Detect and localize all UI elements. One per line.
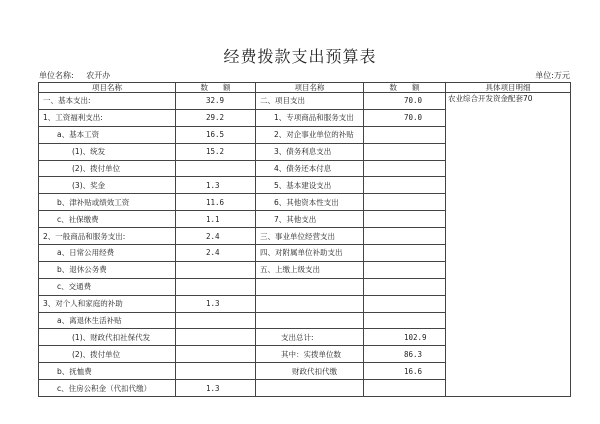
item-left: c、住房公积金（代扣代缴） <box>39 380 176 397</box>
actual-allocation-label: 其中：实拨单位数 <box>256 346 364 363</box>
item-left: (3)、奖金 <box>39 177 176 194</box>
header-amount-right: 数 额 <box>364 83 446 93</box>
detail-cell: 农业综合开发资金配套70 <box>446 93 571 397</box>
item-right: 4、债务还本付息 <box>256 160 364 177</box>
item-right <box>256 312 364 329</box>
amount-left: 1.3 <box>176 295 256 312</box>
actual-allocation-amount: 86.3 <box>364 346 446 363</box>
item-right: 5、基本建设支出 <box>256 177 364 194</box>
amount-left <box>176 312 256 329</box>
amount-left <box>176 346 256 363</box>
item-right <box>256 278 364 295</box>
item-left: b、津补贴或绩效工资 <box>39 194 176 211</box>
total-amount: 102.9 <box>364 329 446 346</box>
unit-label: 单位名称: <box>39 71 74 80</box>
item-right <box>256 380 364 397</box>
withholding-label: 财政代扣代缴 <box>256 363 364 380</box>
item-left: a、离退休生活补贴 <box>39 312 176 329</box>
item-right: 三、事业单位经营支出 <box>256 228 364 245</box>
item-left: a、基本工资 <box>39 126 176 143</box>
amount-right <box>364 211 446 228</box>
header-detail: 具体项目明细 <box>446 83 571 93</box>
table-header-row <box>39 83 571 93</box>
item-right: 3、债务利息支出 <box>256 143 364 160</box>
item-left: 1、工资福利支出: <box>39 109 176 126</box>
amount-right <box>364 160 446 177</box>
amount-right <box>364 261 446 278</box>
amount-left: 32.9 <box>176 93 256 110</box>
amount-left: 1.3 <box>176 177 256 194</box>
amount-right <box>364 245 446 262</box>
amount-right <box>364 312 446 329</box>
amount-left: 2.4 <box>176 245 256 262</box>
header-item-left: 项目名称 <box>39 83 176 93</box>
header-item-right: 项目名称 <box>256 83 364 93</box>
item-left: 一、基本支出: <box>39 93 176 110</box>
currency-unit: 单位:万元 <box>535 71 570 80</box>
item-left: c、交通费 <box>39 278 176 295</box>
amount-left: 16.5 <box>176 126 256 143</box>
amount-left <box>176 160 256 177</box>
amount-left: 29.2 <box>176 109 256 126</box>
unit-name-line <box>39 70 110 81</box>
item-right: 五、上缴上级支出 <box>256 261 364 278</box>
withholding-amount: 16.6 <box>364 363 446 380</box>
amount-right <box>364 126 446 143</box>
item-left: c、社保缴费 <box>39 211 176 228</box>
item-left: b、抚恤费 <box>39 363 176 380</box>
table-row <box>39 93 571 110</box>
amount-right <box>364 380 446 397</box>
amount-right <box>364 278 446 295</box>
amount-right: 70.0 <box>364 109 446 126</box>
item-left: a、日常公用经费 <box>39 245 176 262</box>
item-left: (2)、拨付单位 <box>39 346 176 363</box>
amount-right: 70.0 <box>364 93 446 110</box>
item-right: 2、对企事业单位的补贴 <box>256 126 364 143</box>
header-amount-left: 数 额 <box>176 83 256 93</box>
item-right: 四、对附属单位补助支出 <box>256 245 364 262</box>
total-label: 支出总计: <box>256 329 364 346</box>
amount-left <box>176 261 256 278</box>
amount-left <box>176 278 256 295</box>
amount-right <box>364 194 446 211</box>
amount-right <box>364 295 446 312</box>
item-left: b、退休公务费 <box>39 261 176 278</box>
item-left: (1)、统发 <box>39 143 176 160</box>
amount-left: 1.3 <box>176 380 256 397</box>
item-right: 二、项目支出 <box>256 93 364 110</box>
budget-table <box>38 82 571 397</box>
page-title: 经费拨款支出预算表 <box>223 47 377 66</box>
amount-left: 2.4 <box>176 228 256 245</box>
item-right: 7、其他支出 <box>256 211 364 228</box>
amount-left: 15.2 <box>176 143 256 160</box>
amount-left: 11.6 <box>176 194 256 211</box>
unit-name: 农开办 <box>86 71 111 80</box>
item-left: 2、一般商品和服务支出: <box>39 228 176 245</box>
item-left: 3、对个人和家庭的补助 <box>39 295 176 312</box>
item-right <box>256 295 364 312</box>
item-left: (2)、拨付单位 <box>39 160 176 177</box>
amount-left <box>176 329 256 346</box>
amount-right <box>364 143 446 160</box>
amount-right <box>364 228 446 245</box>
item-right: 6、其他资本性支出 <box>256 194 364 211</box>
amount-right <box>364 177 446 194</box>
item-right: 1、专项商品和服务支出 <box>256 109 364 126</box>
amount-left: 1.1 <box>176 211 256 228</box>
item-left: (1)、财政代扣社保代发 <box>39 329 176 346</box>
amount-left <box>176 363 256 380</box>
